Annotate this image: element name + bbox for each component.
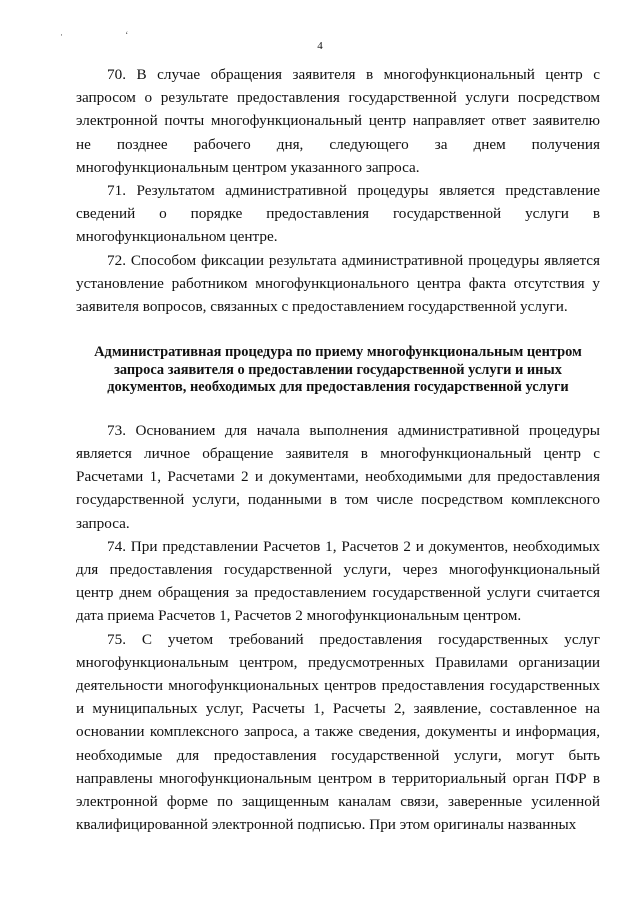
paragraph-73: 73. Основанием для начала выполнения административной процедуры является личное обращение заявителя в многофункциональный центр с Расчетами 1, Расчетами 2 и документами, необходимыми для предоставления государственной услуги, поданными в том числе посредством комплексного запроса.: [76, 421, 600, 532]
paragraph-71: 71. Результатом административной процедуры является представление сведений о порядке предоставления государственной услуги в многофункциональном центре.: [76, 182, 600, 246]
document-body: [76, 63, 600, 836]
paragraph-70: 70. В случае обращения заявителя в многофункциональный центр с запросом о результате предоставления государственной услуги посредством электронной почты многофункциональный центр направляет ответ заявителю не позднее рабочего дня, следующего за днем получения многофункциональным центром указанного запроса.: [76, 66, 600, 176]
paragraph-74: 74. При представлении Расчетов 1, Расчетов 2 и документов, необходимых для предоставления государственной услуги, через многофункциональный центр днем обращения за предоставлением государственной услуги считается дата приема Расчетов 1, Расчетов 2 многофункциональным центром.: [76, 537, 600, 625]
page-number: 4: [317, 40, 323, 52]
scan-specks: · ‘: [60, 30, 159, 40]
section-heading: Административная процедура по приему многофункциональным центром запроса заявителя о предоставлении государственной услуги и иных документов, необходимых для предоставления государственной услуги: [94, 344, 582, 396]
paragraph-75: 75. С учетом требований предоставления государственных услуг многофункциональным центром, предусмотренных Правилами организации деятельности многофункциональных центров предоставления государственных и муниципальных услуг, Расчеты 1, Расчеты 2, заявление, составленное на основании комплексного запроса, а также сведения, документы и информация, необходимые для предоставления государственной услуги, могут быть направлены многофункциональным центром в территориальный орган ПФР в электронной форме по защищенным каналам связи, заверенные усиленной квалифицированной электронной подписью. При этом оригиналы названных: [76, 630, 600, 834]
paragraph-72: 72. Способом фиксации результата административной процедуры является установление работником многофункционального центра факта отсутствия у заявителя вопросов, связанных с предоставлением государственной услуги.: [76, 251, 600, 316]
